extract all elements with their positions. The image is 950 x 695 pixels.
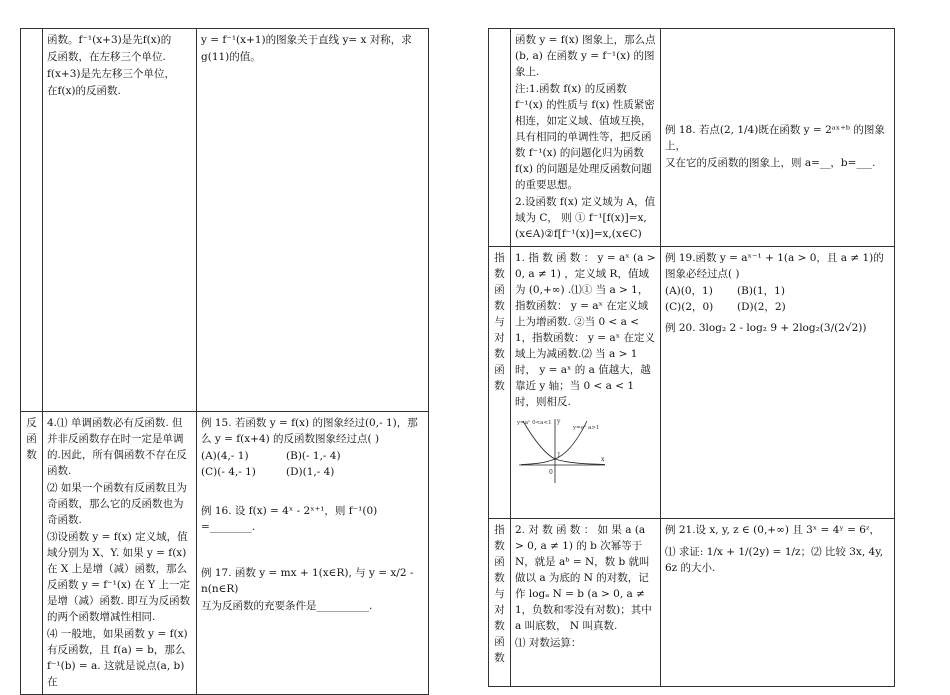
- label-char: 函: [494, 364, 505, 376]
- label-char: 函: [494, 636, 505, 648]
- label-char: 函: [494, 284, 505, 296]
- label-char: 函: [494, 556, 505, 568]
- right-row-3-label: [489, 519, 511, 687]
- example-17: [201, 565, 424, 614]
- label-char: 数: [494, 572, 505, 584]
- note-paragraph: 2. 对 数 函 数 ： 如 果 a (a > 0, a ≠ 1) 的 b 次幂等于 N，就是 aᵇ = N，数 b 就叫做以 a 为底的 N 的对数，记作 logₐ N = b (a > 0, a ≠ 1，负数和零没有对数)；其中 a 叫底数， N 叫真数.: [515, 524, 652, 632]
- label-char: 数: [494, 652, 505, 664]
- left-table: [20, 28, 429, 695]
- option-a: (A)(0，1): [665, 285, 713, 297]
- label-char: 函: [26, 433, 37, 445]
- example-line: g(11)的值。: [201, 51, 261, 63]
- graph-label: x: [601, 456, 605, 463]
- left-row-2-note: [43, 412, 197, 695]
- left-row-1-label: [21, 29, 43, 412]
- right-row-1-note: [511, 29, 661, 247]
- right-row-3-example: [661, 519, 895, 687]
- right-row-2-examples: [661, 247, 895, 519]
- right-table: [488, 28, 895, 687]
- option-b: (B)(- 1,- 4): [286, 450, 341, 462]
- left-row-1-example: [197, 29, 429, 412]
- note-line: f(x+3)是先左移三个单位，: [47, 68, 175, 80]
- example-16-text: 例 16. 设 f(x) = 4ˣ - 2ˣ⁺¹，则 f⁻¹(0) =________.: [201, 505, 378, 533]
- example-18-line: 例 18. 若点(2, 1/4)既在函数 y = 2ᵃˣ⁺ᵇ 的图象上，: [665, 124, 885, 152]
- example-20: [665, 320, 890, 336]
- option-c: (C)(2，0): [665, 301, 714, 313]
- label-char: 数: [494, 300, 505, 312]
- example-15: [201, 415, 424, 503]
- label-char: 数: [494, 540, 505, 552]
- graph-label: y: [557, 418, 561, 425]
- note-paragraph: ⑶设函数 y = f(x) 定义域，值域分别为 X、Y. 如果 y = f(x) 在 X 上是增（减）函数，那么反函数 y = f⁻¹(x) 在 Y 上一定是增（减）函数. 即互为反函数的两个函数增减性相同.: [47, 531, 191, 623]
- left-row-2-examples: [197, 412, 429, 695]
- right-row-1: [489, 29, 895, 247]
- option-b: (B)(1，1): [737, 285, 785, 297]
- right-row-2: [489, 247, 895, 519]
- right-row-2-label: [489, 247, 511, 519]
- label-char: 指: [494, 524, 505, 536]
- label-char: 与: [494, 588, 505, 600]
- note-paragraph: ⑴ 对数运算：: [515, 637, 582, 649]
- example-16: [201, 503, 424, 565]
- exponential-graph: [515, 415, 610, 487]
- right-row-2-note: [511, 247, 661, 519]
- graph-label: 0: [549, 469, 553, 476]
- label-char: 数: [494, 268, 505, 280]
- example-21-line: ⑴ 求证: 1/x + 1/(2y) = 1/z；⑵ 比较 3x, 4y, 6z 的大小.: [665, 546, 884, 574]
- right-row-1-label: [489, 29, 511, 247]
- note-paragraph: ⑵ 如果一个函数有反函数且为奇函数，那么它的反函数也为奇函数.: [47, 482, 187, 526]
- graph-label: y=aˣ a>1: [573, 425, 600, 431]
- left-row-2-label: [21, 412, 43, 695]
- note-paragraph: 4.⑴ 单调函数必有反函数. 但并非反函数存在时一定是单调的.因此，所有偶函数不存在反函数.: [47, 417, 187, 477]
- note-paragraph: 注:1.函数 f(x) 的反函数 f⁻¹(x) 的性质与 f(x) 性质紧密相连，如定义域、值域互换，具有相同的单调性等，把反函数 f⁻¹(x) 的问题化归为函数 f(x) 的问题是处理反函数问题的重要思想。: [515, 83, 655, 191]
- right-page: [488, 28, 895, 687]
- example-19: [665, 250, 890, 320]
- example-20-text: 例 20. 3log₂ 2 - log₂ 9 + 2log₂(3/(2√2)): [665, 322, 867, 334]
- left-row-1: [21, 29, 429, 412]
- graph-label: 1: [557, 452, 561, 459]
- label-char: 与: [494, 316, 505, 328]
- note-paragraph: 2.设函数 f(x) 定义域为 A，值域为 C， 则 ① f⁻¹[f(x)]=x,(x∈A)②f[f⁻¹(x)]=x,(x∈C): [515, 196, 656, 240]
- label-char: 对: [494, 604, 505, 616]
- label-char: 数: [26, 449, 37, 461]
- note-line: 函数。f⁻¹(x+3)是先f(x)的: [47, 34, 172, 46]
- example-21-line: 例 21.设 x, y, z ∈ (0,+∞) 且 3ˣ = 4ʸ = 6ᶻ，: [665, 524, 880, 536]
- note-paragraph: 1. 指 数 函 数 ： y = aˣ (a > 0, a ≠ 1) ，定义域 R，值域为 (0,+∞) .⑴① 当 a > 1，指数函数： y = aˣ 在定义域上为增函数. ②当 0 < a < 1，指数函数： y = aˣ 在定义域上为减函数.⑵ 当 a > 1 时， y = aˣ 的 a 值越大，越靠近 y 轴；当 0 < a < 1 时，则相反.: [515, 252, 656, 408]
- label-char: 指: [494, 252, 505, 264]
- label-char: 数: [494, 380, 505, 392]
- example-17-line: 互为反函数的充要条件是__________.: [201, 600, 373, 612]
- graph-label: y=aˣ 0<a<1: [517, 420, 552, 426]
- label-char: 数: [494, 620, 505, 632]
- left-row-1-note: [43, 29, 197, 412]
- label-char: 反: [26, 417, 37, 429]
- right-row-3-note: [511, 519, 661, 687]
- option-c: (C)(- 4,- 1): [201, 466, 256, 478]
- option-d: (D)(1,- 4): [286, 466, 335, 478]
- example-15-text: 例 15. 若函数 y = f(x) 的图象经过(0,- 1)，那么 y = f(x+4) 的反函数图象经过点( ): [201, 417, 418, 445]
- option-d: (D)(2，2): [737, 301, 786, 313]
- example-17-line: 例 17. 函数 y = mx + 1(x∈R), 与 y = x/2 - n(n∈R): [201, 567, 414, 595]
- note-paragraph: ⑷ 一般地，如果函数 y = f(x) 有反函数，且 f(a) = b，那么 f⁻¹(b) = a. 这就是说点(a, b)在: [47, 628, 188, 688]
- example-19-text: 例 19.函数 y = aˣ⁻¹ + 1(a > 0，且 a ≠ 1)的图象必经过点( ): [665, 252, 884, 280]
- note-paragraph: 函数 y = f(x) 图象上，那么点(b, a) 在函数 y = f⁻¹(x) 的图象上.: [515, 34, 656, 78]
- left-page: [20, 28, 429, 695]
- option-a: (A)(4,- 1): [201, 450, 249, 462]
- label-char: 数: [494, 348, 505, 360]
- right-row-1-example: [661, 29, 895, 247]
- example-18-line: 又在它的反函数的图象上，则 a=__，b=___.: [665, 157, 876, 169]
- left-row-2: [21, 412, 429, 695]
- note-line: 在f(x)的反函数.: [47, 85, 121, 97]
- label-char: 对: [494, 332, 505, 344]
- example-line: y = f⁻¹(x+1)的图象关于直线 y= x 对称，求: [201, 34, 412, 46]
- note-line: 反函数，在左移三个单位.: [47, 51, 166, 63]
- right-row-3: [489, 519, 895, 687]
